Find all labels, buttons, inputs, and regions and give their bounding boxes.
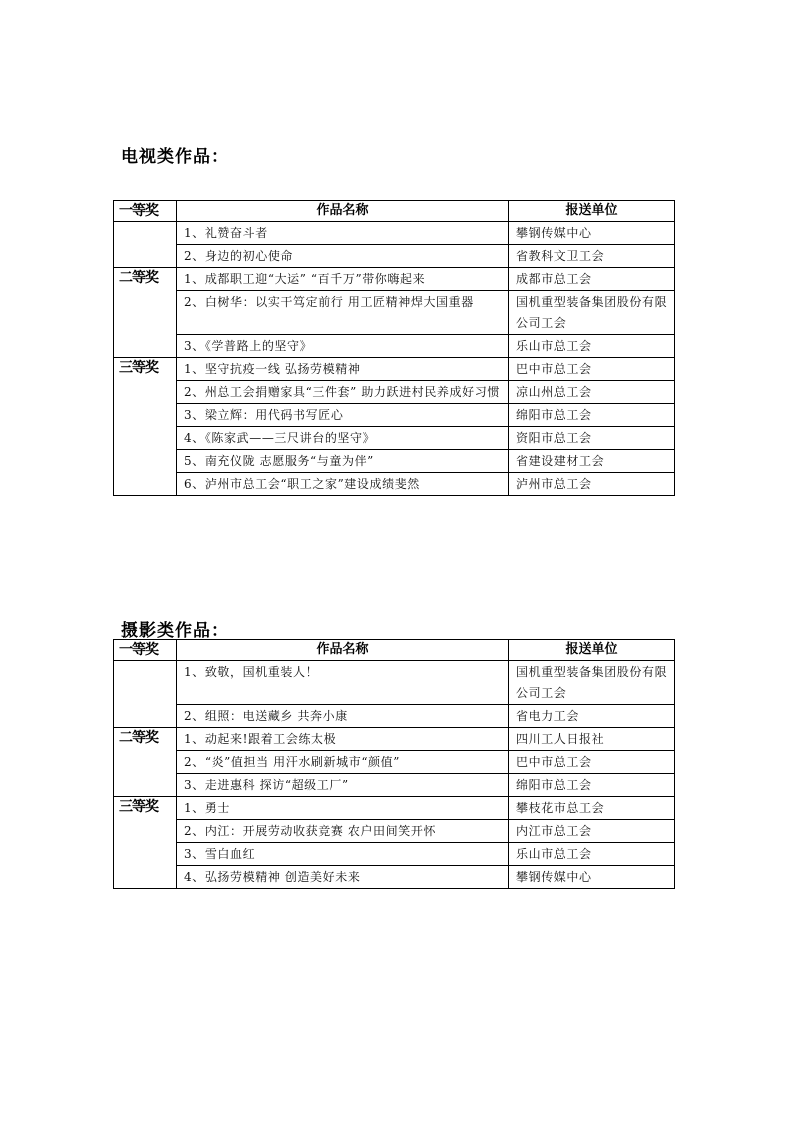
table-row bbox=[114, 245, 675, 268]
submitting-unit-cell: 攀枝花市总工会 bbox=[509, 797, 675, 820]
submitting-unit-cell: 省教科文卫工会 bbox=[509, 245, 675, 268]
photo-section-title: 摄影类作品： bbox=[121, 621, 229, 641]
submitting-unit-cell: 绵阳市总工会 bbox=[509, 774, 675, 797]
table-row bbox=[114, 358, 675, 381]
submitting-unit-cell: 乐山市总工会 bbox=[509, 335, 675, 358]
tv-section-title: 电视类作品： bbox=[121, 147, 229, 167]
table-row bbox=[114, 381, 675, 404]
header-submitting-unit: 报送单位 bbox=[509, 640, 675, 661]
work-name-cell: 3、梁立辉：用代码书写匠心 bbox=[177, 404, 509, 427]
table-row bbox=[114, 268, 675, 291]
submitting-unit-cell: 凉山州总工会 bbox=[509, 381, 675, 404]
table-row bbox=[114, 450, 675, 473]
submitting-unit-cell: 内江市总工会 bbox=[509, 820, 675, 843]
submitting-unit-cell: 巴中市总工会 bbox=[509, 358, 675, 381]
work-name-cell: 2、“炎”值担当 用汗水刷新城市“颜值” bbox=[177, 751, 509, 774]
submitting-unit-cell: 资阳市总工会 bbox=[509, 427, 675, 450]
table-row bbox=[114, 427, 675, 450]
submitting-unit-cell: 省建设建材工会 bbox=[509, 450, 675, 473]
work-name-cell: 2、白树华：以实干笃定前行 用工匠精神焊大国重器 bbox=[177, 291, 509, 335]
header-submitting-unit: 报送单位 bbox=[509, 201, 675, 222]
table-row bbox=[114, 473, 675, 496]
header-work-name: 作品名称 bbox=[177, 640, 509, 661]
table-row bbox=[114, 728, 675, 751]
award-level: 二等奖 bbox=[114, 728, 177, 797]
submitting-unit-cell: 成都市总工会 bbox=[509, 268, 675, 291]
work-name-cell: 1、致敬，国机重装人！ bbox=[177, 661, 509, 705]
work-name-cell: 3、《学普路上的坚守》 bbox=[177, 335, 509, 358]
award-level: 二等奖 bbox=[114, 268, 177, 358]
table-row bbox=[114, 291, 675, 335]
table-row bbox=[114, 820, 675, 843]
submitting-unit-cell: 攀钢传媒中心 bbox=[509, 222, 675, 245]
header-work-name: 作品名称 bbox=[177, 201, 509, 222]
award-level: 三等奖 bbox=[114, 358, 177, 496]
table-row bbox=[114, 705, 675, 728]
table-row bbox=[114, 774, 675, 797]
submitting-unit-cell: 四川工人日报社 bbox=[509, 728, 675, 751]
work-name-cell: 2、州总工会捐赠家具“三件套” 助力跃进村民养成好习惯 bbox=[177, 381, 509, 404]
submitting-unit-cell: 国机重型装备集团股份有限公司工会 bbox=[509, 661, 675, 705]
work-name-cell: 2、身边的初心使命 bbox=[177, 245, 509, 268]
submitting-unit-cell: 省电力工会 bbox=[509, 705, 675, 728]
table-row bbox=[114, 866, 675, 889]
table-header-row bbox=[114, 640, 675, 661]
work-name-cell: 1、动起来!跟着工会练太极 bbox=[177, 728, 509, 751]
table-row bbox=[114, 751, 675, 774]
work-name-cell: 4、《陈家武——三尺讲台的坚守》 bbox=[177, 427, 509, 450]
work-name-cell: 3、走进惠科 探访“超级工厂” bbox=[177, 774, 509, 797]
submitting-unit-cell: 国机重型装备集团股份有限公司工会 bbox=[509, 291, 675, 335]
table-row bbox=[114, 661, 675, 705]
work-name-cell: 3、雪白血红 bbox=[177, 843, 509, 866]
table-row bbox=[114, 335, 675, 358]
photo-awards-table bbox=[113, 639, 675, 889]
work-name-cell: 1、坚守抗疫一线 弘扬劳模精神 bbox=[177, 358, 509, 381]
submitting-unit-cell: 巴中市总工会 bbox=[509, 751, 675, 774]
submitting-unit-cell: 攀钢传媒中心 bbox=[509, 866, 675, 889]
tv-awards-table bbox=[113, 200, 675, 496]
table-header-row bbox=[114, 201, 675, 222]
table-row bbox=[114, 222, 675, 245]
award-level: 三等奖 bbox=[114, 797, 177, 889]
header-first-prize: 一等奖 bbox=[114, 201, 177, 222]
work-name-cell: 2、内江：开展劳动收获竞赛 农户田间笑开怀 bbox=[177, 820, 509, 843]
table-row bbox=[114, 843, 675, 866]
work-name-cell: 1、礼赞奋斗者 bbox=[177, 222, 509, 245]
table-row bbox=[114, 797, 675, 820]
work-name-cell: 4、弘扬劳模精神 创造美好未来 bbox=[177, 866, 509, 889]
award-level bbox=[114, 222, 177, 268]
header-first-prize: 一等奖 bbox=[114, 640, 177, 661]
work-name-cell: 2、组照：电送藏乡 共奔小康 bbox=[177, 705, 509, 728]
submitting-unit-cell: 泸州市总工会 bbox=[509, 473, 675, 496]
table-row bbox=[114, 404, 675, 427]
submitting-unit-cell: 绵阳市总工会 bbox=[509, 404, 675, 427]
work-name-cell: 1、勇士 bbox=[177, 797, 509, 820]
work-name-cell: 6、泸州市总工会“职工之家”建设成绩斐然 bbox=[177, 473, 509, 496]
work-name-cell: 1、成都职工迎“大运” “百千万”带你嗨起来 bbox=[177, 268, 509, 291]
work-name-cell: 5、南充仪陇 志愿服务“与童为伴” bbox=[177, 450, 509, 473]
award-level bbox=[114, 661, 177, 728]
submitting-unit-cell: 乐山市总工会 bbox=[509, 843, 675, 866]
